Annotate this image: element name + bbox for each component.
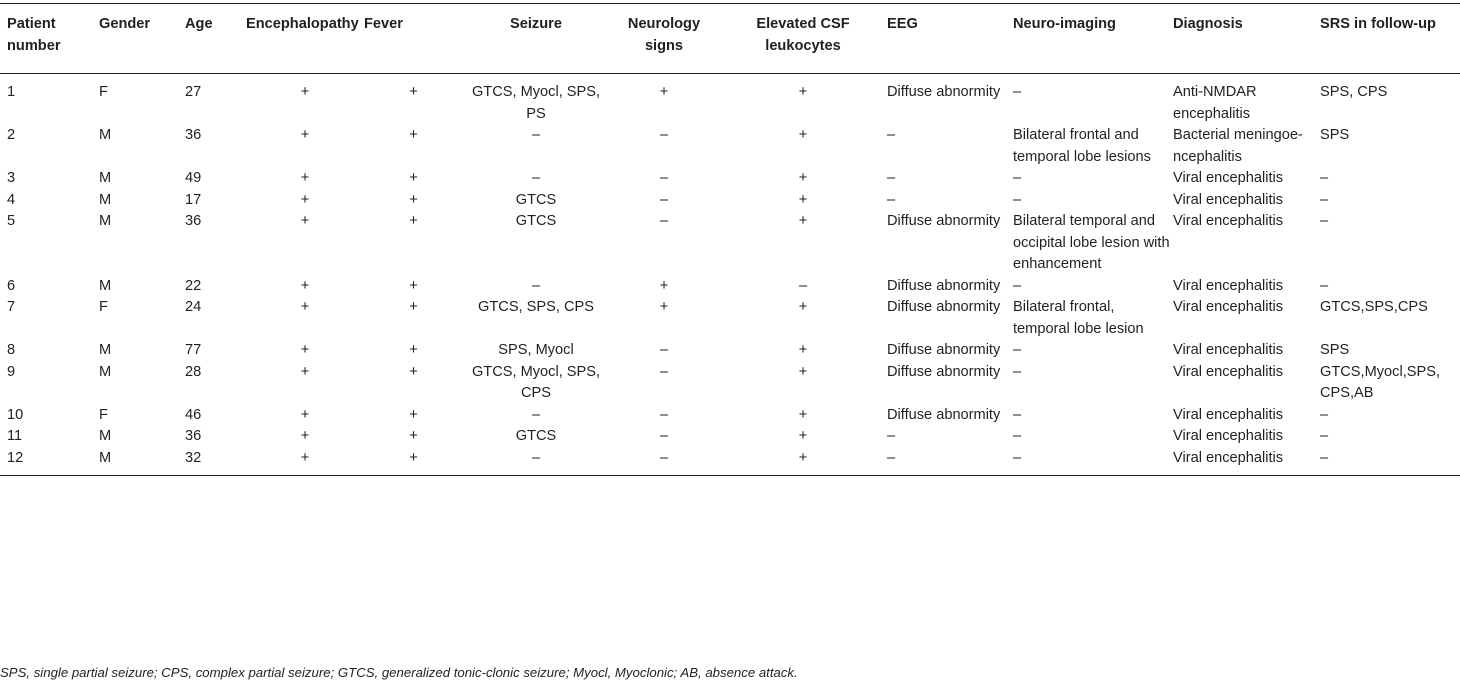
cell-elevated-csf-leukocytes: + — [798, 342, 808, 358]
cell-neurology-signs: + — [659, 84, 669, 100]
cell-patient-number: 2 — [7, 127, 16, 143]
cell-neurology-signs: – — [609, 448, 719, 476]
cell-neuro-imaging: Bilateral temporal and occipital lobe lesion with enhancement — [1013, 213, 1170, 272]
cell-eeg: Diffuse abnormity — [887, 299, 1001, 315]
cell-elevated-csf-leukocytes: – — [798, 277, 808, 294]
cell-gender: M — [99, 191, 112, 208]
cell-diagnosis: Bacterial meningoe-ncephalitis — [1173, 127, 1303, 165]
header-cell-elevated-csf-leukocytes: Elevated CSF leukocytes — [719, 4, 887, 74]
cell-neurology-signs: – — [659, 363, 669, 380]
cell-srs-follow-up: – — [1320, 448, 1460, 476]
cell-diagnosis: Anti-NMDAR encephalitis — [1173, 84, 1257, 122]
cell-neurology-signs: – — [659, 428, 669, 444]
cell-eeg: – — [887, 448, 1013, 476]
cell-age: 32 — [185, 448, 246, 476]
cell-elevated-csf-leukocytes: + — [798, 84, 808, 100]
cell-eeg: – — [887, 127, 896, 143]
cell-eeg: – — [887, 191, 896, 208]
table-header — [0, 4, 1460, 74]
header-cell-neuro-imaging: Neuro-imaging — [1013, 4, 1173, 74]
cell-fever: + — [409, 299, 418, 315]
cell-diagnosis: Viral encephalitis — [1173, 363, 1284, 380]
cell-encephalopathy: + — [300, 277, 310, 294]
cell-srs-follow-up: – — [1320, 191, 1329, 208]
cell-srs-follow-up: SPS — [1320, 127, 1350, 143]
table-row — [0, 426, 1460, 448]
table-row — [0, 448, 1460, 476]
cell-age: 24 — [185, 299, 202, 315]
cell-encephalopathy: + — [300, 191, 310, 208]
cell-elevated-csf-leukocytes: + — [798, 127, 808, 143]
cell-diagnosis: Viral encephalitis — [1173, 170, 1284, 186]
cell-neuro-imaging: – — [1013, 448, 1173, 476]
table-row — [0, 297, 1460, 340]
cell-fever: + — [409, 170, 418, 186]
cell-neuro-imaging: – — [1013, 342, 1022, 358]
cell-age: 36 — [185, 428, 202, 444]
header-cell-fever: Fever — [364, 4, 463, 74]
header-cell-age: Age — [185, 4, 246, 74]
cell-diagnosis: Viral encephalitis — [1173, 428, 1284, 444]
table-row — [0, 340, 1460, 362]
table-row — [0, 74, 1460, 126]
cell-gender: M — [99, 277, 112, 294]
cell-neurology-signs: – — [659, 127, 669, 143]
cell-seizure: – — [531, 127, 541, 143]
header-cell-encephalopathy: Encephalopathy — [246, 4, 364, 74]
cell-patient-number: 6 — [7, 277, 16, 294]
cell-fever: + — [409, 84, 418, 100]
table-row — [0, 125, 1460, 168]
cell-diagnosis: Viral encephalitis — [1173, 191, 1284, 208]
cell-gender: M — [99, 363, 112, 380]
cell-seizure: GTCS, SPS, CPS — [478, 299, 594, 315]
cell-eeg: Diffuse abnormity — [887, 84, 1001, 100]
table-row — [0, 276, 1460, 298]
cell-neurology-signs: – — [659, 170, 669, 186]
cell-fever: + — [409, 277, 418, 294]
cell-eeg: Diffuse abnormity — [887, 213, 1001, 229]
cell-age: 22 — [185, 277, 202, 294]
cell-elevated-csf-leukocytes: + — [798, 363, 808, 380]
cell-seizure: – — [531, 170, 541, 186]
cell-srs-follow-up: SPS — [1320, 342, 1350, 358]
cell-srs-follow-up: – — [1320, 277, 1329, 294]
cell-age: 46 — [185, 406, 202, 423]
cell-seizure: GTCS — [515, 428, 557, 444]
cell-age: 49 — [185, 170, 202, 186]
cell-encephalopathy: + — [300, 342, 310, 358]
cell-srs-follow-up: GTCS,Myocl,SPS, CPS,AB — [1320, 363, 1441, 401]
header-cell-srs-follow-up: SRS in follow-up — [1320, 4, 1460, 74]
patient-table — [0, 3, 1460, 476]
cell-fever: + — [409, 342, 418, 358]
cell-patient-number: 5 — [7, 213, 16, 229]
cell-neuro-imaging: – — [1013, 428, 1022, 444]
cell-elevated-csf-leukocytes: + — [798, 213, 808, 229]
cell-neurology-signs: + — [659, 299, 669, 315]
cell-encephalopathy: + — [246, 448, 364, 476]
cell-diagnosis: Viral encephalitis — [1173, 213, 1284, 229]
header-cell-neurology-signs: Neurology signs — [609, 4, 719, 74]
cell-seizure: SPS, Myocl — [498, 342, 574, 358]
cell-age: 27 — [185, 84, 202, 100]
cell-srs-follow-up: SPS, CPS — [1320, 84, 1388, 100]
table-body — [0, 74, 1460, 476]
cell-patient-number: 3 — [7, 170, 16, 186]
cell-eeg: Diffuse abnormity — [887, 342, 1001, 358]
header-cell-gender: Gender — [99, 4, 185, 74]
cell-neuro-imaging: – — [1013, 84, 1022, 100]
cell-gender: M — [99, 170, 112, 186]
cell-fever: + — [409, 127, 418, 143]
cell-encephalopathy: + — [300, 213, 310, 229]
cell-elevated-csf-leukocytes: + — [798, 406, 808, 423]
cell-patient-number: 12 — [0, 448, 99, 476]
cell-neuro-imaging: Bilateral frontal, temporal lobe lesion — [1013, 299, 1144, 337]
cell-gender: M — [99, 428, 112, 444]
table-row — [0, 168, 1460, 190]
cell-neuro-imaging: – — [1013, 277, 1022, 294]
cell-gender: M — [99, 342, 112, 358]
cell-patient-number: 8 — [7, 342, 16, 358]
cell-gender: M — [99, 448, 185, 476]
cell-encephalopathy: + — [300, 170, 310, 186]
header-cell-diagnosis: Diagnosis — [1173, 4, 1320, 74]
cell-age: 17 — [185, 191, 202, 208]
cell-srs-follow-up: – — [1320, 170, 1329, 186]
cell-neurology-signs: – — [659, 342, 669, 358]
cell-neurology-signs: – — [659, 406, 669, 423]
cell-encephalopathy: + — [300, 406, 310, 423]
cell-seizure: GTCS, Myocl, SPS, CPS — [471, 363, 601, 401]
cell-age: 28 — [185, 363, 202, 380]
cell-patient-number: 10 — [7, 406, 24, 423]
cell-fever: + — [409, 428, 418, 444]
cell-seizure: – — [531, 406, 541, 423]
cell-neuro-imaging: – — [1013, 363, 1022, 380]
cell-elevated-csf-leukocytes: + — [798, 428, 808, 444]
cell-encephalopathy: + — [300, 299, 310, 315]
cell-gender: F — [99, 84, 108, 100]
header-cell-seizure: Seizure — [463, 4, 609, 74]
table-row — [0, 405, 1460, 427]
cell-elevated-csf-leukocytes: + — [798, 299, 808, 315]
cell-diagnosis: Viral encephalitis — [1173, 448, 1320, 476]
cell-fever: + — [409, 191, 418, 208]
cell-neuro-imaging: – — [1013, 406, 1022, 423]
table-row — [0, 190, 1460, 212]
cell-patient-number: 11 — [7, 428, 23, 444]
cell-elevated-csf-leukocytes: + — [719, 448, 887, 476]
header-row — [0, 4, 1460, 74]
cell-gender: M — [99, 127, 112, 143]
cell-diagnosis: Viral encephalitis — [1173, 342, 1284, 358]
cell-fever: + — [409, 406, 418, 423]
cell-age: 36 — [185, 213, 202, 229]
header-cell-eeg: EEG — [887, 4, 1013, 74]
cell-gender: F — [99, 406, 108, 423]
cell-srs-follow-up: – — [1320, 406, 1329, 423]
cell-eeg: – — [887, 428, 896, 444]
cell-encephalopathy: + — [300, 363, 310, 380]
cell-age: 77 — [185, 342, 202, 358]
cell-encephalopathy: + — [300, 127, 310, 143]
cell-seizure: – — [463, 448, 609, 476]
header-cell-patient-number: Patient number — [0, 4, 99, 74]
cell-fever: + — [409, 363, 418, 380]
cell-neurology-signs: – — [659, 191, 669, 208]
cell-srs-follow-up: GTCS,SPS,CPS — [1320, 299, 1428, 315]
cell-elevated-csf-leukocytes: + — [798, 191, 808, 208]
cell-neuro-imaging: – — [1013, 191, 1022, 208]
cell-encephalopathy: + — [300, 84, 310, 100]
table-row — [0, 211, 1460, 276]
cell-gender: F — [99, 299, 108, 315]
cell-fever: + — [364, 448, 463, 476]
cell-seizure: GTCS — [515, 213, 557, 229]
cell-eeg: Diffuse abnormity — [887, 363, 1001, 380]
cell-eeg: Diffuse abnormity — [887, 406, 1001, 423]
cell-diagnosis: Viral encephalitis — [1173, 299, 1284, 315]
table-footnote: SPS, single partial seizure; CPS, complex partial seizure; GTCS, generalized tonic-clonic seizure; Myocl, Myoclonic; AB, absence attack. — [0, 665, 798, 680]
cell-neuro-imaging: Bilateral frontal and temporal lobe lesions — [1013, 127, 1151, 165]
cell-eeg: – — [887, 170, 896, 186]
cell-srs-follow-up: – — [1320, 428, 1329, 444]
cell-seizure: GTCS, Myocl, SPS, PS — [471, 84, 601, 122]
cell-neurology-signs: – — [659, 213, 669, 229]
cell-diagnosis: Viral encephalitis — [1173, 406, 1284, 423]
cell-neurology-signs: + — [659, 277, 669, 294]
table-row — [0, 362, 1460, 405]
cell-patient-number: 9 — [7, 363, 16, 380]
cell-elevated-csf-leukocytes: + — [798, 170, 808, 186]
cell-patient-number: 1 — [7, 84, 16, 100]
cell-fever: + — [409, 213, 418, 229]
cell-seizure: – — [531, 277, 541, 294]
cell-neuro-imaging: – — [1013, 170, 1022, 186]
cell-patient-number: 7 — [7, 299, 16, 315]
cell-eeg: Diffuse abnormity — [887, 277, 1001, 294]
cell-patient-number: 4 — [7, 191, 16, 208]
cell-seizure: GTCS — [515, 191, 557, 208]
cell-age: 36 — [185, 127, 202, 143]
cell-diagnosis: Viral encephalitis — [1173, 277, 1284, 294]
cell-encephalopathy: + — [300, 428, 310, 444]
cell-gender: M — [99, 213, 112, 229]
cell-srs-follow-up: – — [1320, 213, 1329, 229]
